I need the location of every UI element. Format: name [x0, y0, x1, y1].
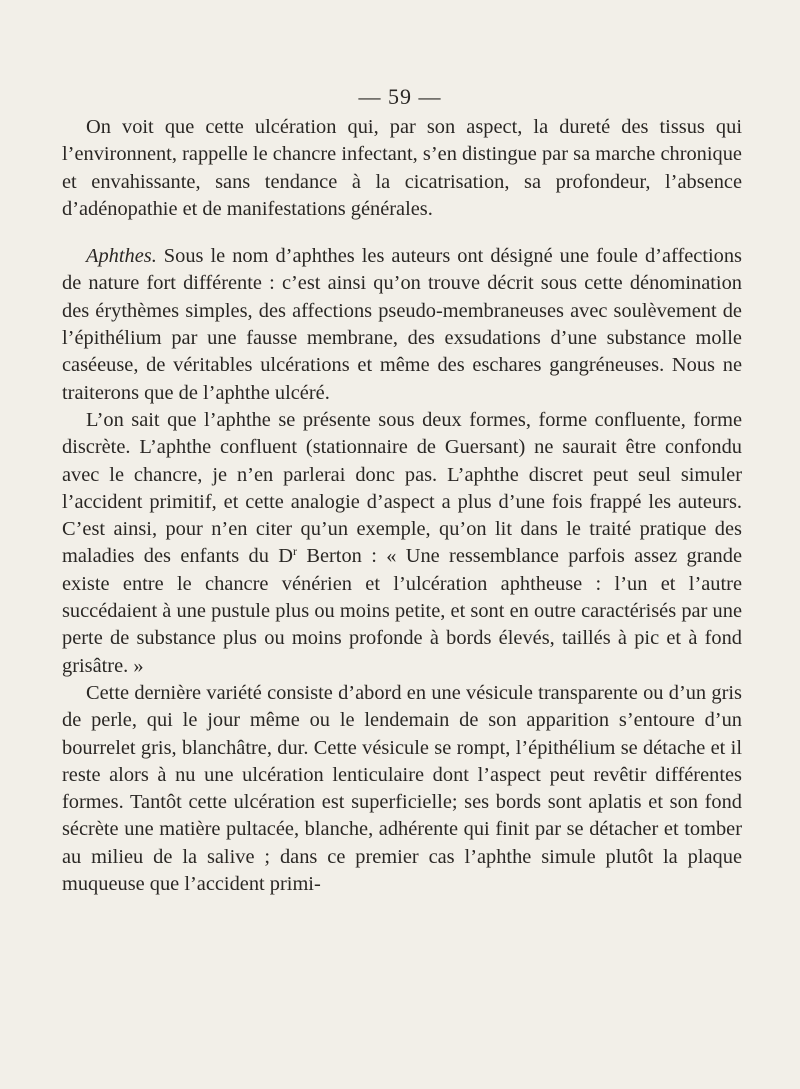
page-number: — 59 — — [358, 84, 442, 109]
paragraph-3-text-b: Berton : « Une ressemblance parfois assez grande existe entre le chancre vénérien et l’ulcération aphtheuse : l’un et l’autre succédaient à une pustule plus ou moins petite, et sont en outre caractérisés par une perte de substance plus ou moins profonde à bords élevés, taillés à pic et à fond grisâtre. » — [62, 545, 743, 677]
paragraph-3-text-a: L’on sait que l’aphthe se présente sous deux formes, forme confluente, forme discrète. L’aphthe confluent (stationnaire de Guersant) ne saurait être confondu avec le chancre, je n’en parlerai donc pas. L’aphthe discret peut seul simuler l’accident primitif, et cette analogie d’aspect a plus d’une fois frappé les auteurs. C’est ainsi, pour n’en citer qu’un exemple, qu’on lit dans le traité pratique des maladies des enfants du D — [62, 408, 742, 568]
paragraph-2-lead: Aphthes. — [86, 245, 157, 268]
paragraph-1: On voit que cette ulcération qui, par son aspect, la dureté des tissus qui l’environnent, rappelle le chancre infectant, s’en distingue par sa marche chronique et envahissante, sans tendance à la cicatrisation, sa profondeur, l’absence d’adénopathie et de manifestations générales. — [62, 116, 742, 220]
paragraph-2 — [62, 243, 742, 407]
paragraph-3 — [62, 407, 742, 680]
paragraph-3-superscript: r — [293, 544, 298, 559]
body-text — [62, 114, 742, 898]
paragraph-4: Cette dernière variété consiste d’abord en une vésicule transparente ou d’un gris de perle, qui le jour même ou le lendemain de son apparition s’entoure d’un bourrelet gris, blanchâtre, dur. Cette vésicule se rompt, l’épithélium se détache et il reste alors à nu une ulcération lenticulaire dont l’aspect peut revêtir différentes formes. Tantôt cette ulcération est superficielle; ses bords sont aplatis et son fond sécrète une matière pultacée, blanche, adhérente qui finit par se détacher et tomber au milieu de la salive ; dans ce premier cas l’aphthe simule plutôt la plaque muqueuse que l’accident primi- — [62, 681, 742, 896]
paragraph-2-text: Sous le nom d’aphthes les auteurs ont désigné une foule d’affections de nature fort différente : c’est ainsi qu’on trouve décrit sous cette dénomination des érythèmes simples, des affections pseudo-membraneuses avec soulèvement de l’épithélium par une fausse membrane, des exsudations d’une substance molle caséeuse, de véritables ulcérations et même des eschares gangréneuses. Nous ne traiterons que de l’aphthe ulcéré. — [62, 245, 742, 404]
